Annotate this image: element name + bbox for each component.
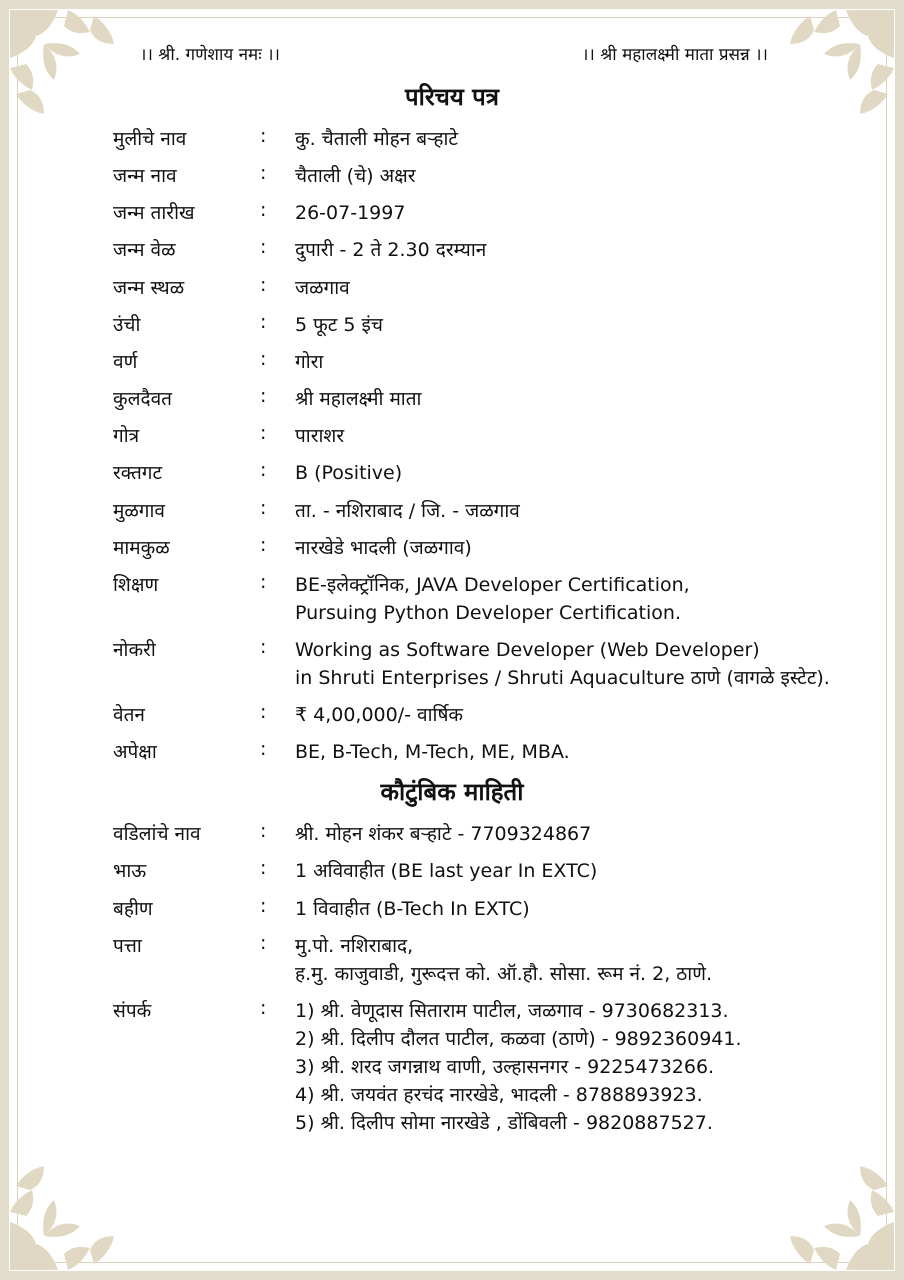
detail-value — [295, 385, 421, 413]
detail-value — [295, 274, 350, 302]
detail-value — [295, 199, 405, 227]
detail-value — [295, 348, 323, 376]
detail-value — [295, 857, 597, 885]
detail-value-line: ₹ 4,00,000/- वार्षिक — [295, 704, 464, 726]
section-title-biodata: परिचय पत्र — [404, 83, 500, 111]
detail-separator: : — [260, 385, 267, 407]
detail-separator: : — [260, 459, 267, 481]
detail-value-line: Working as Software Developer (Web Developer) — [295, 639, 760, 661]
detail-label: जन्म तारीख — [113, 202, 195, 224]
detail-separator: : — [260, 997, 267, 1019]
detail-separator: : — [260, 348, 267, 370]
detail-separator: : — [260, 162, 267, 184]
detail-value-line: 1 विवाहीत (B-Tech In EXTC) — [295, 898, 530, 920]
detail-label: नोकरी — [113, 639, 156, 661]
detail-separator: : — [260, 125, 267, 147]
detail-value-line: Pursuing Python Developer Certification. — [295, 602, 681, 624]
detail-label: पत्ता — [113, 935, 142, 957]
detail-value — [295, 311, 383, 339]
detail-value — [295, 125, 458, 153]
detail-value-line: श्री. मोहन शंकर बऱ्हाटे - 7709324867 — [295, 823, 592, 845]
detail-value-line: 3) श्री. शरद जगन्नाथ वाणी, उल्हासनगर - 9225473266. — [295, 1056, 715, 1078]
detail-label: संपर्क — [113, 1000, 152, 1022]
detail-separator: : — [260, 932, 267, 954]
detail-value-line: ता. - नशिराबाद / जि. - जळगाव — [295, 500, 520, 522]
detail-label: मुळगाव — [113, 500, 165, 522]
detail-label: बहीण — [113, 898, 153, 920]
detail-value-line: in Shruti Enterprises / Shruti Aquaculture ठाणे (वागळे इस्टेट). — [295, 667, 830, 689]
detail-separator: : — [260, 701, 267, 723]
detail-value-line: 4) श्री. जयवंत हरचंद नारखेडे, भादली - 8788893923. — [295, 1084, 703, 1106]
detail-label: उंची — [113, 314, 141, 336]
detail-value-line: ह.मु. काजुवाडी, गुरूदत्त को. ऑ.हौ. सोसा. रूम नं. 2, ठाणे. — [295, 963, 713, 985]
detail-separator: : — [260, 636, 267, 658]
detail-value — [295, 932, 712, 988]
detail-label: जन्म स्थळ — [113, 277, 185, 299]
detail-value — [295, 701, 463, 729]
detail-value-line: 1) श्री. वेणूदास सिताराम पाटील, जळगाव - 9730682313. — [295, 1000, 729, 1022]
detail-value-line: BE, B-Tech, M-Tech, ME, MBA. — [295, 741, 570, 763]
detail-separator: : — [260, 311, 267, 333]
detail-value-line: मु.पो. नशिराबाद, — [295, 935, 414, 957]
detail-value — [295, 236, 486, 264]
detail-label: मुलीचे नाव — [113, 128, 187, 150]
corner-ornament-bottom-right — [784, 1160, 894, 1270]
detail-separator: : — [260, 895, 267, 917]
detail-value — [295, 162, 416, 190]
section-title-family-info: कौटुंबिक माहिती — [380, 778, 524, 806]
detail-value — [295, 459, 402, 487]
detail-separator: : — [260, 857, 267, 879]
detail-label: मामकुळ — [113, 537, 170, 559]
detail-value — [295, 497, 520, 525]
detail-label: वेतन — [113, 704, 145, 726]
detail-label: कुलदैवत — [113, 388, 172, 410]
detail-label: जन्म नाव — [113, 165, 177, 187]
detail-value-line: दुपारी - 2 ते 2.30 दरम्यान — [295, 239, 487, 261]
detail-label: गोत्र — [113, 425, 140, 447]
detail-value — [295, 571, 690, 627]
detail-separator: : — [260, 571, 267, 593]
detail-value-line: 2) श्री. दिलीप दौलत पाटील, कळवा (ठाणे) - 9892360941. — [295, 1028, 742, 1050]
detail-value — [295, 534, 472, 562]
detail-value-line: B (Positive) — [295, 462, 403, 484]
detail-value-line: पाराशर — [295, 425, 345, 447]
detail-value-line: 5 फूट 5 इंच — [295, 314, 383, 336]
detail-separator: : — [260, 274, 267, 296]
detail-label: जन्म वेळ — [113, 239, 176, 261]
invocation-right: ।। श्री महालक्ष्मी माता प्रसन्न ।। — [581, 45, 768, 65]
detail-separator: : — [260, 738, 267, 760]
detail-value — [295, 895, 530, 923]
detail-label: अपेक्षा — [113, 741, 157, 763]
detail-label: वडिलांचे नाव — [113, 823, 201, 845]
detail-value-line: श्री महालक्ष्मी माता — [295, 388, 422, 410]
detail-label: भाऊ — [113, 860, 147, 882]
detail-value-line: चैताली (चे) अक्षर — [295, 165, 416, 187]
detail-separator: : — [260, 199, 267, 221]
detail-value-line: जळगाव — [295, 277, 350, 299]
corner-ornament-bottom-left — [10, 1160, 120, 1270]
detail-separator: : — [260, 497, 267, 519]
detail-value — [295, 636, 830, 692]
detail-value-line: कु. चैताली मोहन बऱ्हाटे — [295, 128, 458, 150]
detail-value-line: गोरा — [295, 351, 324, 373]
invocation-left: ।। श्री. गणेशाय नमः ।। — [140, 45, 280, 65]
detail-value — [295, 997, 742, 1137]
detail-separator: : — [260, 422, 267, 444]
detail-value — [295, 738, 570, 766]
detail-value-line: 5) श्री. दिलीप सोमा नारखेडे , डोंबिवली - 9820887527. — [295, 1112, 713, 1134]
detail-separator: : — [260, 534, 267, 556]
detail-separator: : — [260, 820, 267, 842]
detail-value — [295, 820, 591, 848]
detail-label: रक्तगट — [113, 462, 163, 484]
detail-value — [295, 422, 344, 450]
detail-value-line: नारखेडे भादली (जळगाव) — [295, 537, 472, 559]
detail-value-line: BE-इलेक्ट्रॉनिक, JAVA Developer Certification, — [295, 574, 690, 596]
detail-separator: : — [260, 236, 267, 258]
detail-value-line: 1 अविवाहीत (BE last year In EXTC) — [295, 860, 598, 882]
detail-label: शिक्षण — [113, 574, 159, 596]
detail-label: वर्ण — [113, 351, 138, 373]
detail-value-line: 26-07-1997 — [295, 202, 406, 224]
